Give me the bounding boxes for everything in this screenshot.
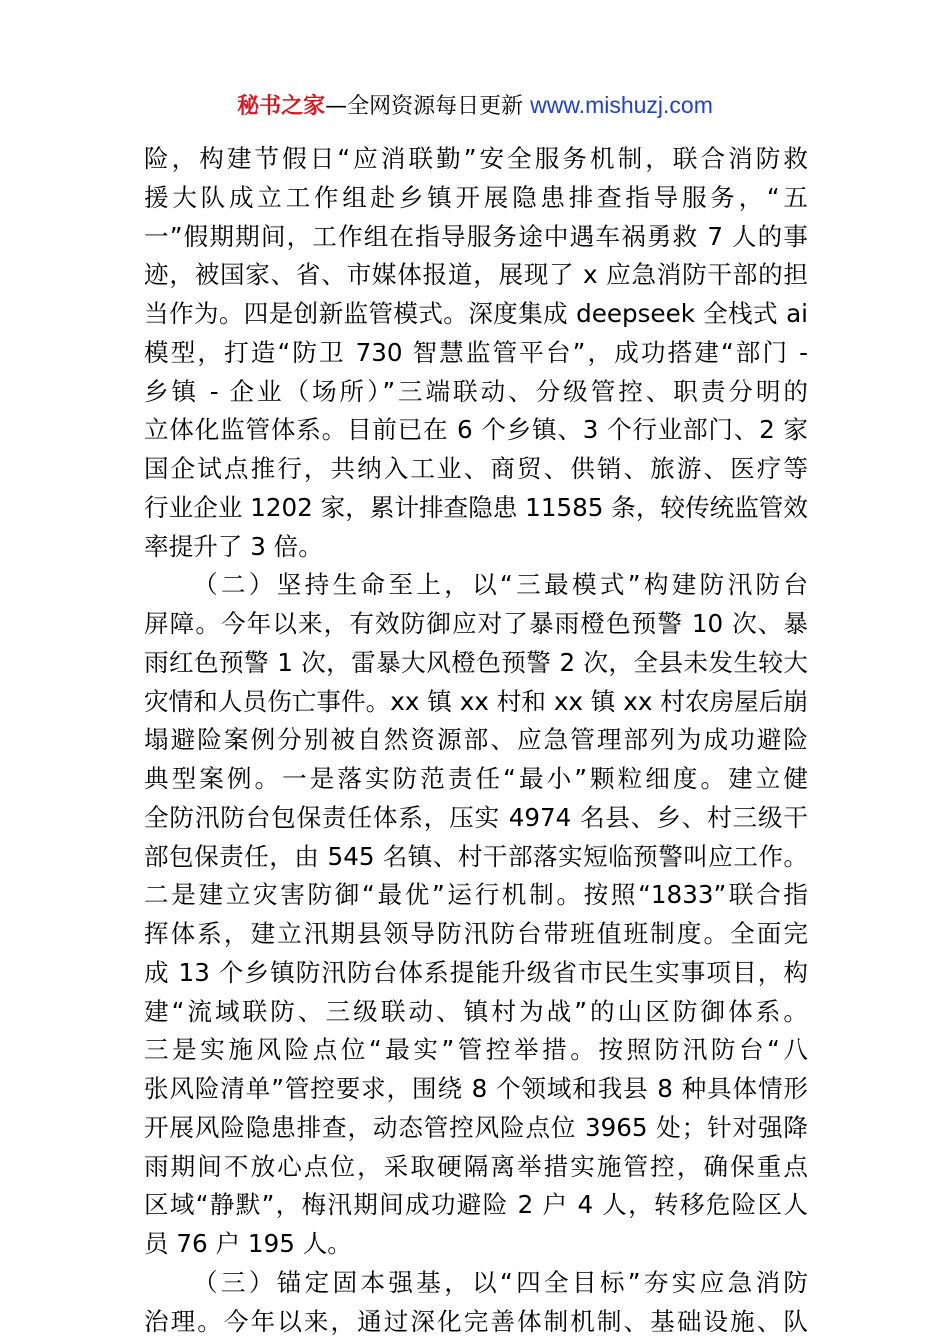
body-text [144, 140, 808, 1341]
text-line: 雨红色预警 1 次，雷暴大风橙色预警 2 次，全县未发生较大 [144, 647, 808, 677]
text-line: 灾情和人员伤亡事件。xx 镇 xx 村和 xx 镇 xx 村农房屋后崩 [144, 686, 808, 716]
text-line: 险，构建节假日“应消联勤”安全服务机制，联合消防救 [144, 144, 808, 173]
text-line: 挥体系，建立汛期县领导防汛防台带班值班制度。全面完 [144, 919, 808, 948]
text-line: 模型，打造“防卫 730 智慧监管平台”，成功搭建“部门 - [144, 337, 808, 367]
text-line: 三是实施风险点位“最实”管控举措。按照防汛防台“八 [144, 1035, 808, 1065]
text-line: 全防汛防台包保责任体系，压实 4974 名县、乡、村三级干 [144, 802, 808, 832]
text-line: 区域“静默”，梅汛期间成功避险 2 户 4 人，转移危险区人 [144, 1190, 808, 1220]
text-line: 塌避险案例分别被自然资源部、应急管理部列为成功避险 [144, 725, 808, 755]
paragraph-end-line: 率提升了 3 倍。 [144, 531, 323, 561]
text-line: 迹，被国家、省、市媒体报道，展现了 x 应急消防干部的担 [144, 260, 808, 290]
paragraph-start-line: （三）锚定固本强基，以“四全目标”夯实应急消防 [193, 1267, 808, 1297]
text-line: 治理。今年以来，通过深化完善体制机制、基础设施、队 [144, 1306, 808, 1336]
text-line: 部包保责任，由 545 名镇、村干部落实短临预警叫应工作。 [144, 841, 808, 871]
header-slogan: —全网资源每日更新 [325, 94, 524, 119]
text-line: 乡镇 - 企业（场所）”三端联动、分级管控、职责分明的 [144, 376, 808, 406]
text-line: 雨期间不放心点位，采取硬隔离举措实施管控，确保重点 [144, 1151, 808, 1181]
text-line: 典型案例。一是落实防范责任“最小”颗粒细度。建立健 [144, 764, 808, 793]
text-line: 屏障。今年以来，有效防御应对了暴雨橙色预警 10 次、暴 [144, 609, 808, 638]
text-line: 建“流域联防、三级联动、镇村为战”的山区防御体系。 [144, 996, 808, 1026]
text-line: 立体化监管体系。目前已在 6 个乡镇、3 个行业部门、2 家 [144, 415, 808, 445]
text-line: 二是建立灾害防御“最优”运行机制。按照“1833”联合指 [144, 880, 808, 910]
paragraph-end-line: 员 76 户 195 人。 [144, 1229, 352, 1258]
text-line: 张风险清单”管控要求，围绕 8 个领域和我县 8 种具体情形 [144, 1074, 808, 1103]
text-line: 当作为。四是创新监管模式。深度集成 deepseek 全栈式 ai [144, 299, 808, 328]
site-url-link[interactable]: www.mishuzj.com [530, 92, 713, 118]
brand-name: 秘书之家 [237, 94, 326, 119]
text-line: 成 13 个乡镇防汛防台体系提能升级省市民生实事项目，构 [144, 957, 808, 987]
site-header [0, 88, 950, 124]
text-line: 援大队成立工作组赴乡镇开展隐患排查指导服务，“五 [144, 182, 808, 212]
text-line: 开展风险隐患排查，动态管控风险点位 3965 处；针对强降 [144, 1112, 808, 1142]
paragraph-start-line: （二）坚持生命至上，以“三最模式”构建防汛防台 [193, 570, 808, 600]
text-line: 国企试点推行，共纳入工业、商贸、供销、旅游、医疗等 [144, 454, 808, 483]
text-line: 行业企业 1202 家，累计排查隐患 11585 条，较传统监管效 [144, 492, 808, 522]
text-line: 一”假期期间，工作组在指导服务途中遇车祸勇救 7 人的事 [144, 221, 808, 251]
